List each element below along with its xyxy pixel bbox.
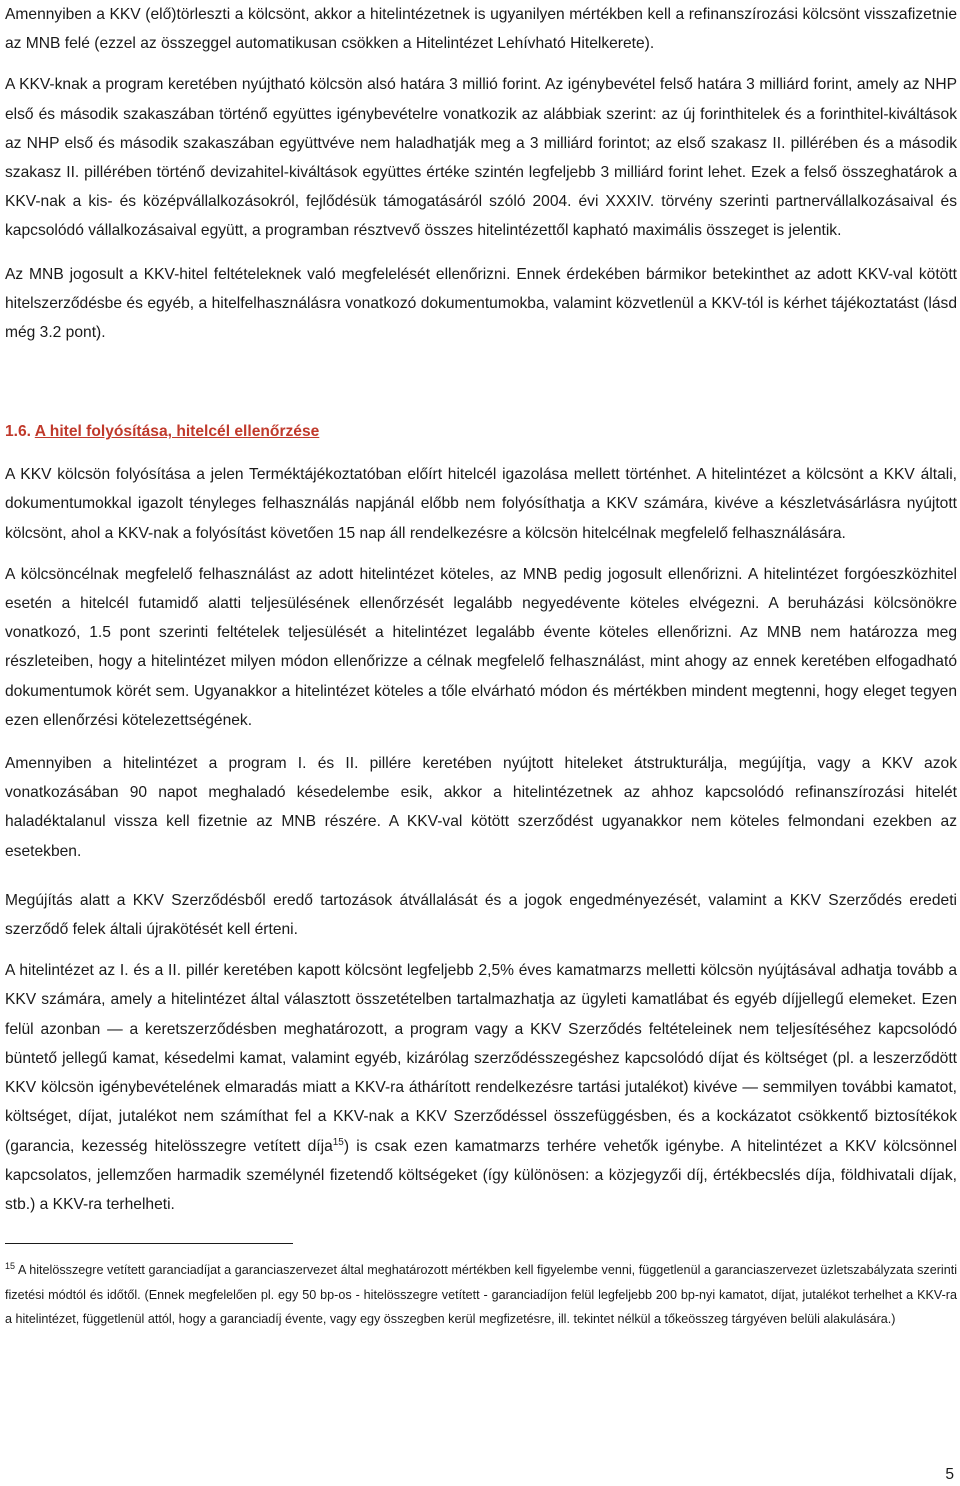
page-number: 5 (945, 1466, 954, 1483)
footnote-separator (5, 1243, 293, 1244)
footnote-text: A hitelösszegre vetített garanciadíjat a garanciaszervezet által meghatározott mértékben kell figyelembe venni, függetlenül a garanciaszervezet üzletszabályzata szerinti fizetési módtól és időtől. (Ennek megfelelően pl. egy 50 bp-os - hitelösszegre vetített - garanciadíjon felül legfeljebb 200 bp-nyi kamatot, díjat, jutalékot terhelhet a KKV-ra a hitelintézet, függetlenül attól, hogy a garanciadíj évente, vagy egy összegben kerül megfizetésre, ill. tekintet nélkül a tőkeösszeg tárgyéven belüli alakulására.) (5, 1263, 957, 1326)
paragraph-usage-check: A kölcsöncélnak megfelelő felhasználást az adott hitelintézet köteles, az MNB pedig jogosult ellenőrizni. A hitelintézet forgóeszközhitel esetén a hitelcél futamidő alatti teljesülésének ellenőrzését legalább negyedévente köteles elvégezni. A beruházási kölcsönökre vonatkozó, 1.5 pont szerinti feltételek teljesülését a hitelintézet legalább évente köteles ellenőrizni. Az MNB nem határozza meg részleteiben, hogy a hitelintézet milyen módon ellenőrizze a célnak megfelelő felhasználást, mint ahogy az ennek keretében elfogadható dokumentumok körét sem. Ugyanakkor a hitelintézet köteles a tőle elvárható módon és mértékben mindent megtenni, hogy eleget tegyen ezen ellenőrzési kötelezettségének. (5, 565, 957, 729)
paragraph-loan-limits: A KKV-knak a program keretében nyújtható kölcsön alsó határa 3 millió forint. Az igénybevétel felső határa 3 milliárd forint, amely az NHP első és második szakaszában történő együttes igénybevételre vonatkozik az alábbiak szerint: az új forinthitelek és a forinthitel-kiváltások az NHP első és második szakaszában együttvéve nem haladhatják meg a 3 milliárd forintot; az első szakasz II. pillérében és a második szakasz II. pillérében történő devizahitel-kiváltások együttes értéke szintén legfeljebb 3 milliárd forint lehet. Ezek a felső összeghatárok a KKV-nak a kis- és középvállalkozásokról, fejlődésük támogatásáról szóló 2004. évi XXXIV. törvény szerinti partnervállalkozásaival és kapcsolódó vállalkozásaival együtt, a programban résztvevő összes hitelintézettől kapható maximális összeget is jelentik. (5, 76, 957, 240)
section-heading (5, 417, 957, 446)
interest-margin-text-cont: ) is csak ezen kamatmarzs terhére vehetők igénybe. A hitelintézet a KKV kölcsönnel kapcsolatos, jellemzően harmadik személynél fizetendő költségeket (így különösen: a közjegyzői díj, értékbecslés díja, földhivatali díjak, stb.) a KKV-ra terhelheti. (5, 1137, 957, 1213)
interest-margin-text: A hitelintézet az I. és a II. pillér keretében kapott kölcsönt legfeljebb 2,5% éves kamatmarzs melletti kölcsön nyújtásával adhatja tovább a KKV számára, amely a hitelintézet által választott összetételben tartalmazhatja az ügyleti kamatlábat és egyéb díjjellegű elemeket. Ezen felül azonban — a keretszerződésben meghatározott, a program vagy a KKV Szerződés feltételeinek nem teljesítéséhez kapcsolódó büntető jellegű kamat, késedelmi kamat, valamint egyéb, kizárólag szerződésszegéshez kapcsolódó díjat és költséget (pl. a leszerződött KKV kölcsön igénybevételének elmaradás miatt a KKV-ra áthárított rendelkezésre tartási jutalékot) kivéve — semmilyen további kamatot, költséget, díjat, jutalékot nem számíthat fel a KKV-nak a KKV Szerződéssel összefüggésben, és a kockázatot csökkentő biztosítékok (garancia, kezesség hitelösszegre vetített díja (5, 962, 957, 1155)
footnote (5, 1258, 957, 1331)
paragraph-repayment: Amennyiben a KKV (elő)törleszti a kölcsönt, akkor a hitelintézetnek is ugyanilyen mértékben kell a refinanszírozási kölcsönt visszafizetnie az MNB felé (ezzel az összeggel automatikusan csökken a Hitelintézet Lehívható Hitelkerete). (5, 6, 957, 53)
paragraph-interest-margin (5, 956, 957, 1219)
section-title: A hitel folyósítása, hitelcél ellenőrzése (34, 423, 320, 441)
paragraph-disbursement: A KKV kölcsön folyósítása a jelen Terméktájékoztatóban előírt hitelcél igazolása mellett történhet. A hitelintézet a kölcsönt a KKV általi, dokumentumokkal igazolt tényleges felhasználás napjánál előbb nem folyósíthatja a KKV számára, kivéve a készletvásárlásra nyújtott kölcsönt, ahol a KKV-nak a folyósítást követően 15 nap áll rendelkezésre a kölcsön hitelcélnak megfelelő felhasználására. (5, 466, 957, 542)
footnote-reference[interactable]: 15 (332, 1136, 344, 1148)
paragraph-mnb-control: Az MNB jogosult a KKV-hitel feltételeknek való megfelelését ellenőrizni. Ennek érdekében bármikor betekinthet az adott KKV-val kötött hitelszerződésbe és egyéb, a hitelfelhasználásra vonatkozó dokumentumokba, valamint közvetlenül a KKV-tól is kérhet tájékoztatást (lásd még 3.2 pont). (5, 265, 957, 342)
footnote-marker: 15 (5, 1260, 16, 1271)
section-number: 1.6. (5, 423, 32, 441)
paragraph-restructuring: Amennyiben a hitelintézet a program I. és II. pillére keretében nyújtott hiteleket átstrukturálja, megújítja, vagy a KKV azok vonatkozásában 90 napot meghaladó késedelembe esik, akkor a hitelintézetnek az ahhoz kapcsolódó refinanszírozási hitelét haladéktalanul vissza kell fizetnie az MNB részére. A KKV-val kötött szerződést ugyanakkor nem köteles felmondani ezekben az esetekben. (5, 755, 957, 860)
paragraph-renewal-definition: Megújítás alatt a KKV Szerződésből eredő tartozások átvállalását és a jogok engedményezését, valamint a KKV Szerződés eredeti szerződő felek általi újrakötését kell érteni. (5, 891, 957, 939)
document-page (5, 0, 957, 1331)
